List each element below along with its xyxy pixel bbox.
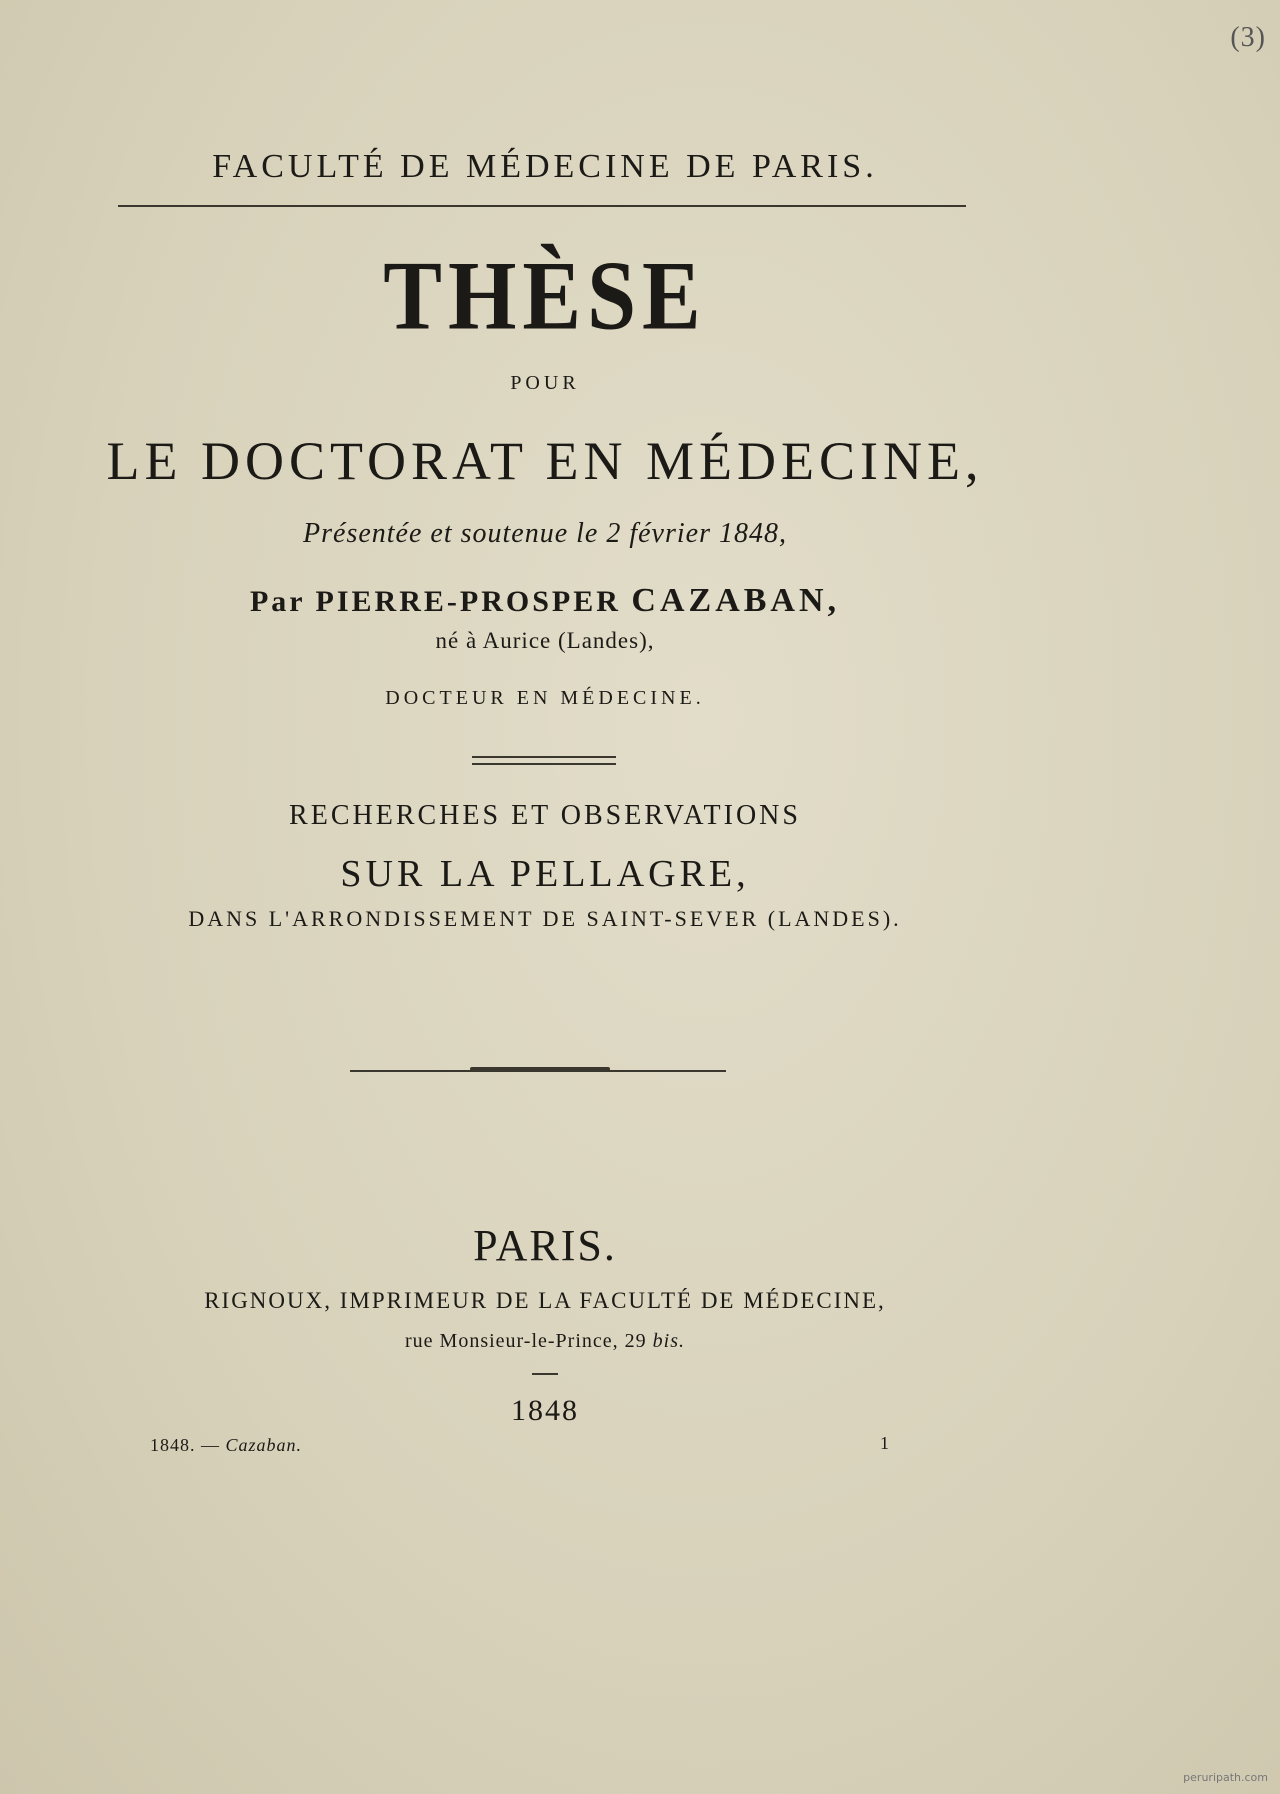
subject-line-3: DANS L'ARRONDISSEMENT DE SAINT-SEVER (LANDES). — [188, 906, 902, 931]
author-status: DOCTEUR EN MÉDECINE. — [385, 687, 705, 709]
signature-line — [150, 1435, 302, 1456]
birthplace: né à Aurice (Landes), — [435, 628, 655, 653]
sheet-number: 1 — [880, 1433, 889, 1453]
watermark-credit: peruripath.com — [1183, 1771, 1268, 1784]
author-surname: CAZABAN, — [631, 582, 841, 619]
page-number-mark: (3) — [1230, 22, 1266, 53]
author-prefix: Par PIERRE-PROSPER — [249, 585, 621, 618]
pour-line: POUR — [510, 372, 580, 394]
thesis-title: THÈSE — [383, 242, 707, 351]
address-street: rue Monsieur-le-Prince, 29 — [405, 1330, 647, 1352]
author-line — [0, 582, 1090, 620]
imprint-printer: RIGNOUX, IMPRIMEUR DE LA FACULTÉ DE MÉDECINE, — [204, 1288, 886, 1313]
footer-year: 1848. — — [150, 1435, 220, 1455]
double-rule — [472, 756, 616, 765]
degree-heading: LE DOCTORAT EN MÉDECINE, — [106, 431, 984, 491]
ornamental-rule-center — [470, 1067, 610, 1071]
subject-line-2: SUR LA PELLAGRE, — [340, 853, 750, 895]
imprint-year: 1848 — [511, 1394, 579, 1427]
imprint-city: PARIS. — [473, 1221, 617, 1270]
imprint-address — [0, 1330, 1090, 1353]
footer-author: Cazaban. — [225, 1435, 303, 1455]
top-rule — [118, 205, 966, 207]
short-dash — [532, 1373, 558, 1375]
address-suffix: bis. — [652, 1330, 685, 1352]
presentation-date: Présentée et soutenue le 2 février 1848, — [303, 518, 787, 549]
subject-line-1: RECHERCHES ET OBSERVATIONS — [289, 800, 801, 831]
faculty-heading: FACULTÉ DE MÉDECINE DE PARIS. — [212, 148, 878, 185]
